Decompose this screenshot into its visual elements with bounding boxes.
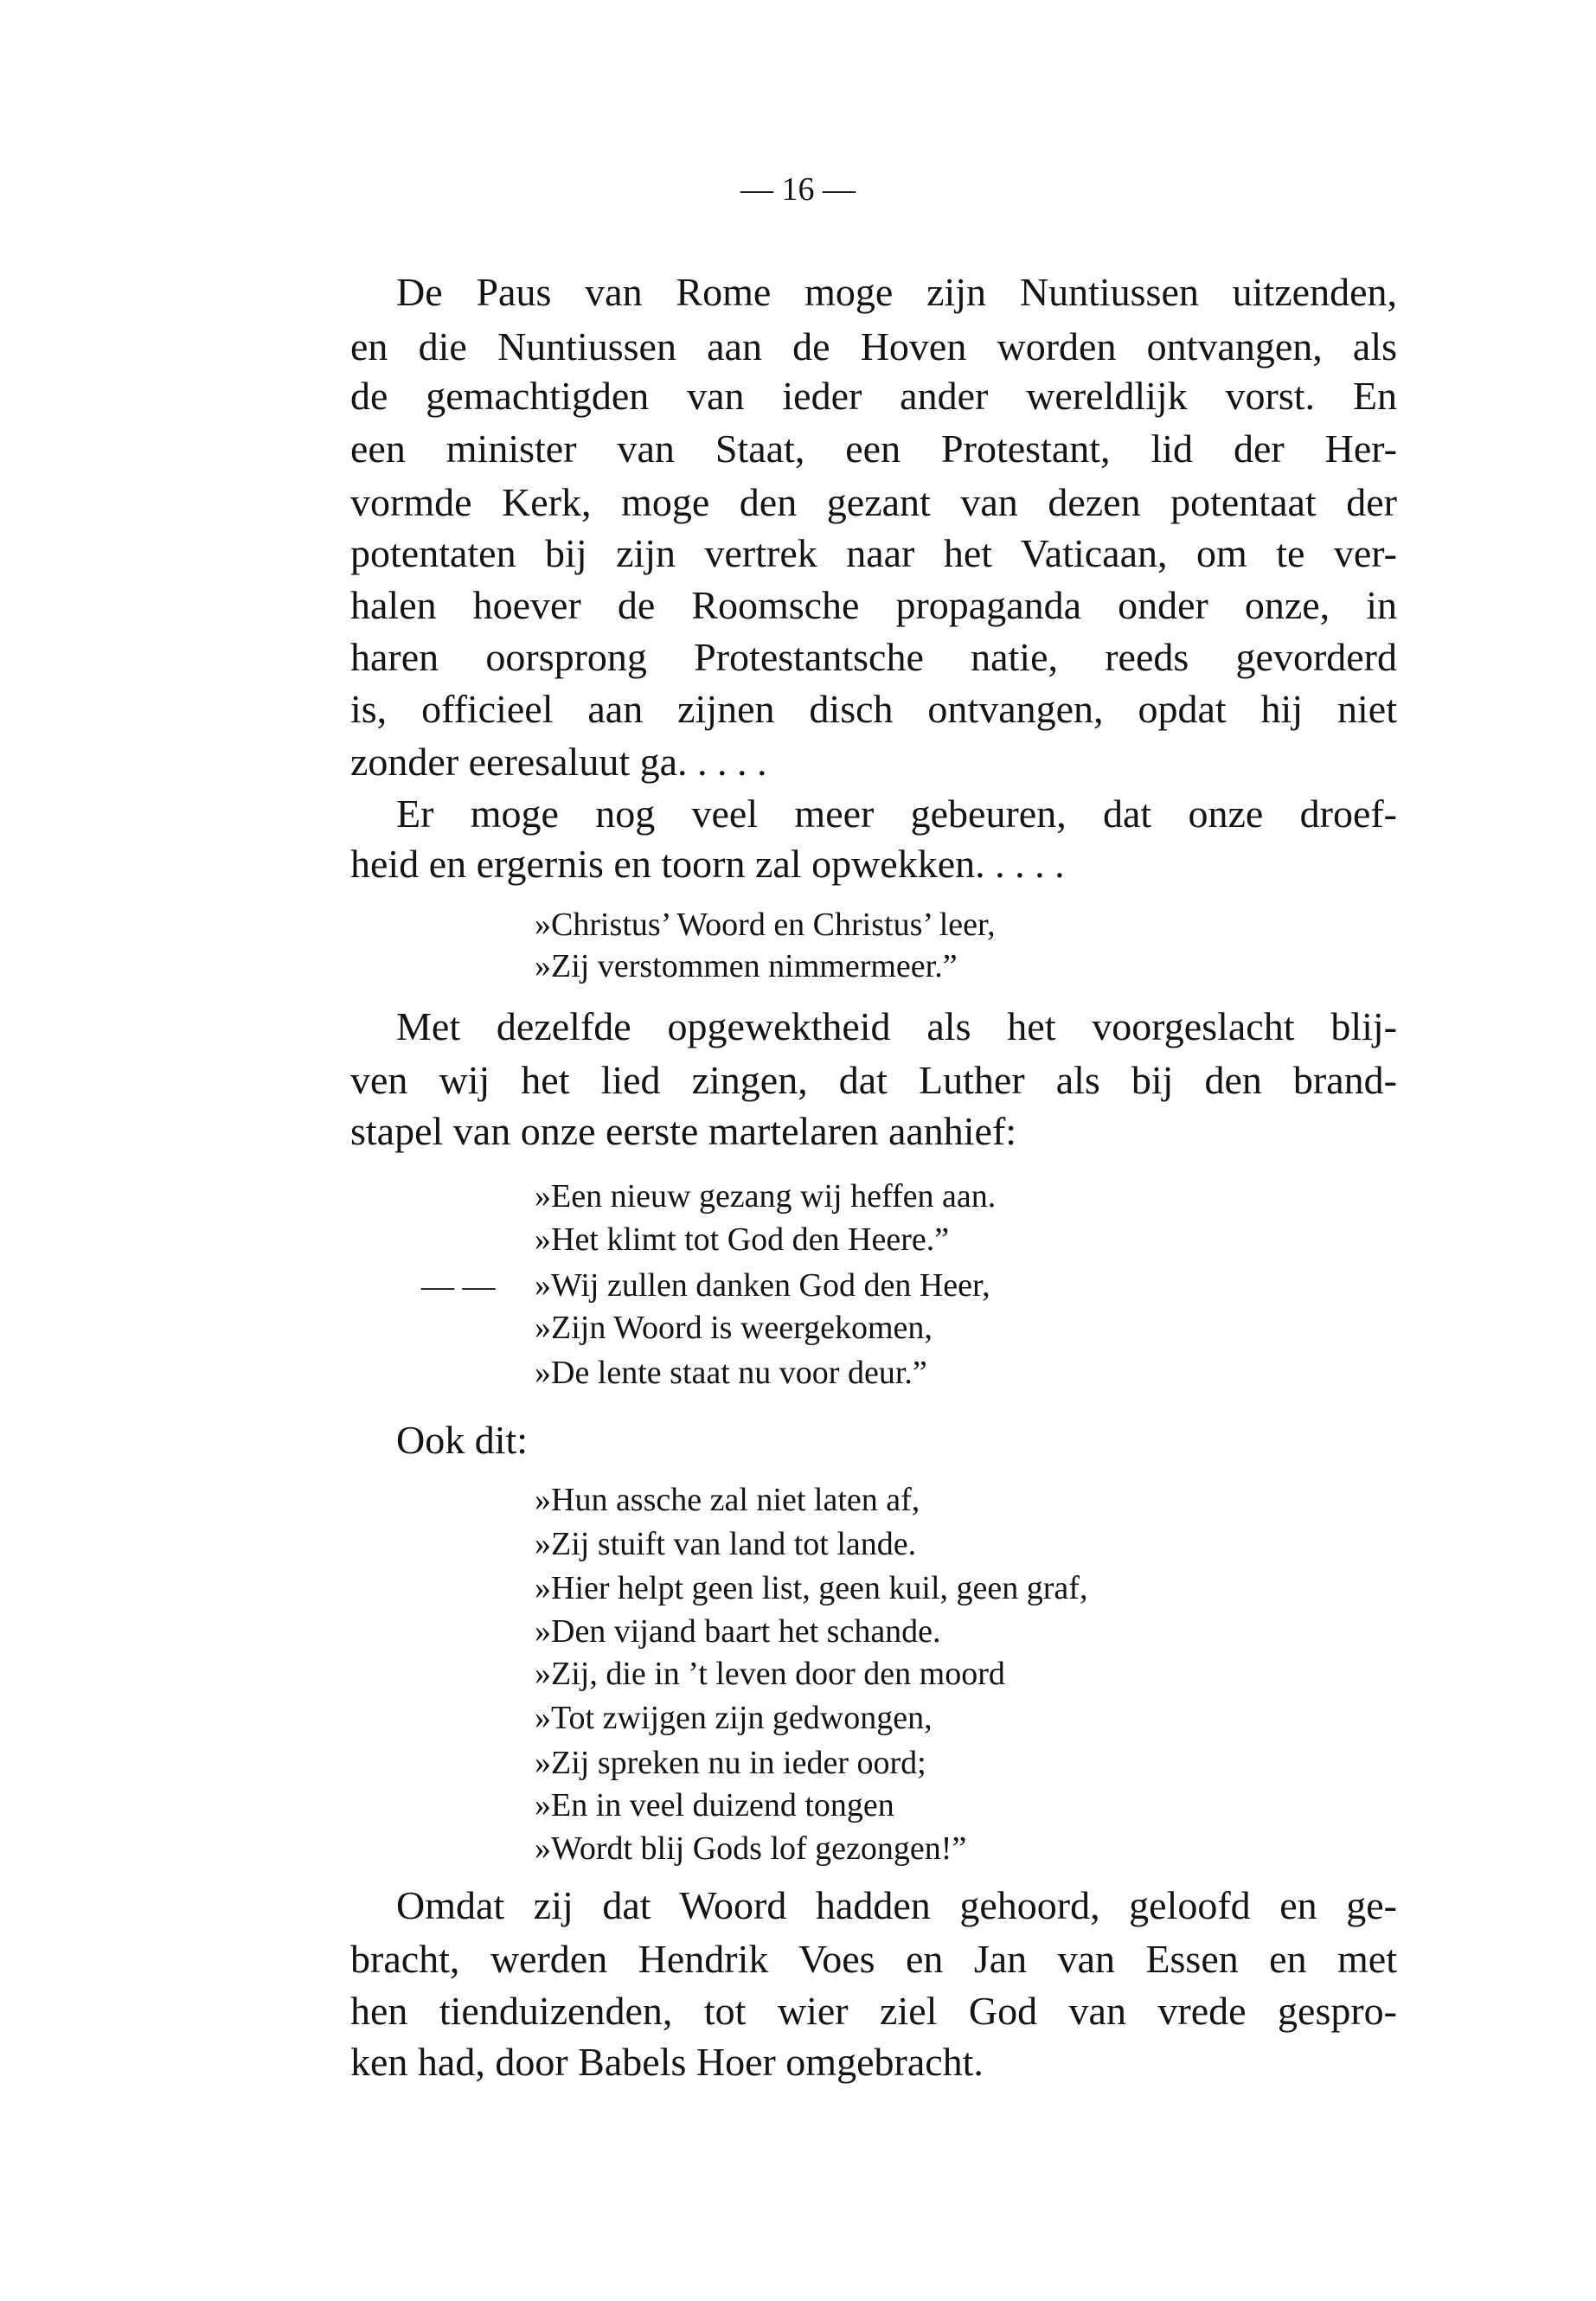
verse-line: »Den vijand baart het schande. <box>535 1613 941 1650</box>
text-line: zonder eeresaluut ga. . . . . <box>350 740 767 784</box>
verse-line: »De lente staat nu voor deur.” <box>535 1355 927 1391</box>
verse-line: »Een nieuw gezang wij heffen aan. <box>535 1178 997 1215</box>
text-line: een minister van Staat, een Protestant, lid der Her- <box>350 426 1397 471</box>
text-line: en die Nuntiussen aan de Hoven worden ontvangen, als <box>350 324 1397 369</box>
text-line: potentaten bij zijn vertrek naar het Vaticaan, om te ver- <box>350 531 1397 575</box>
text-line: de gemachtigden van ieder ander wereldlijk vorst. En <box>350 374 1397 418</box>
text-line: vormde Kerk, moge den gezant van dezen potentaat der <box>350 480 1397 524</box>
text-line: Omdat zij dat Woord hadden gehoord, geloofd en ge- <box>396 1883 1397 1927</box>
text-line: Met dezelfde opgewektheid als het voorgeslacht blij- <box>396 1004 1397 1048</box>
verse-line: »En in veel duizend tongen <box>535 1787 894 1823</box>
text-line: Er moge nog veel meer gebeuren, dat onze droef- <box>396 792 1397 836</box>
paragraph-4: Ook dit: <box>396 1418 529 1462</box>
text-line: heid en ergernis en toorn zal opwekken. . . . . <box>350 842 1065 886</box>
text-line: De Paus van Rome moge zijn Nuntiussen uitzenden, <box>396 270 1397 314</box>
verse-line: »Het klimt tot God den Heere.” <box>535 1221 950 1258</box>
verse-line: »Zij verstommen nimmermeer.” <box>535 948 958 984</box>
verse-line: »Tot zwijgen zijn gedwongen, <box>535 1700 933 1736</box>
verse-line: »Zij, die in ’t leven door den moord <box>535 1656 1005 1692</box>
verse-line: »Wordt blij Gods lof gezongen!” <box>535 1830 967 1867</box>
text-line: ken had, door Babels Hoer omgebracht. <box>350 2040 984 2084</box>
verse-line: »Hun assche zal niet laten af, <box>535 1482 920 1518</box>
text-line: haren oorsprong Protestantsche natie, reeds gevorderd <box>350 635 1397 679</box>
text-line: halen hoever de Roomsche propaganda onder onze, in <box>350 583 1397 627</box>
text-line: bracht, werden Hendrik Voes en Jan van Essen en met <box>350 1937 1397 1981</box>
page-number: — 16 — <box>740 171 856 208</box>
verse-line: »Christus’ Woord en Christus’ leer, <box>535 907 996 943</box>
text-line: ven wij het lied zingen, dat Luther als bij den brand- <box>350 1058 1397 1102</box>
verse-line: »Zij spreken nu in ieder oord; <box>535 1745 926 1781</box>
verse-line: »Wij zullen danken God den Heer, <box>535 1267 990 1304</box>
verse-line: »Zij stuift van land tot lande. <box>535 1526 917 1562</box>
verse-line: »Hier helpt geen list, geen kuil, geen graf, <box>535 1570 1088 1606</box>
verse-line: »Zijn Woord is weergekomen, <box>535 1310 933 1346</box>
text-line: hen tienduizenden, tot wier ziel God van vrede gespro- <box>350 1989 1397 2033</box>
text-line: is, officieel aan zijnen disch ontvangen, opdat hij niet <box>350 687 1397 731</box>
text-line: stapel van onze eerste martelaren aanhief: <box>350 1109 1017 1153</box>
verse-dash: — — <box>421 1268 496 1304</box>
